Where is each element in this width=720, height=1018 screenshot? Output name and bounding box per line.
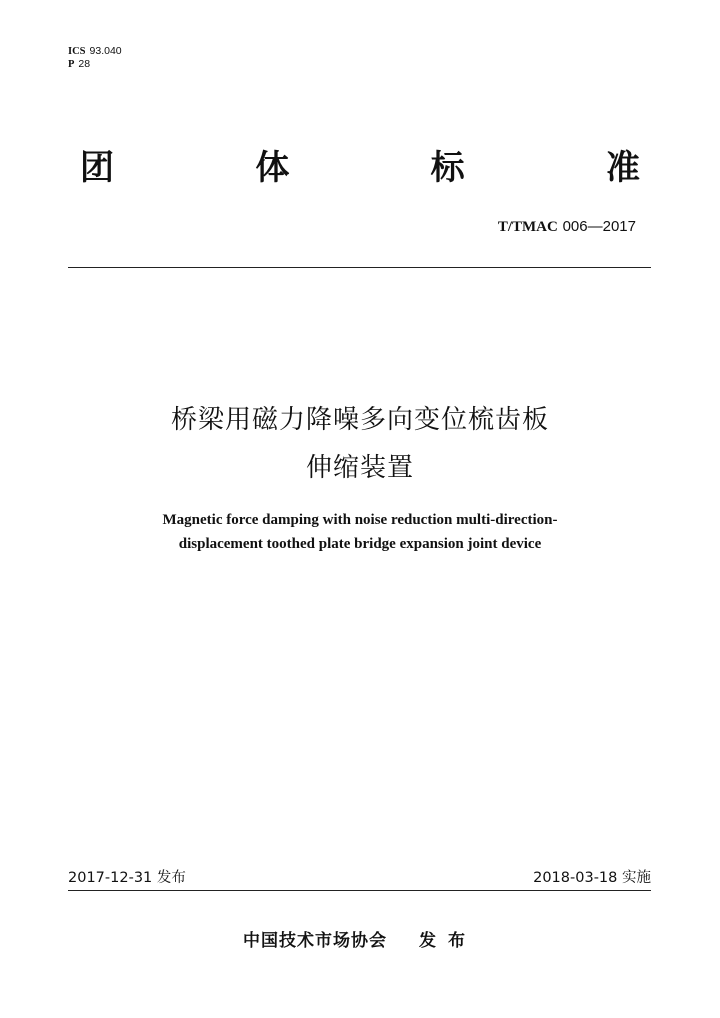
- issue-date: 2017-12-31 发布: [68, 870, 186, 886]
- ics-code: 93.040: [89, 45, 122, 57]
- standard-type: [80, 148, 640, 188]
- implementation-date: 2018-03-18 实施: [533, 870, 651, 886]
- title-cn-line1: 桥梁用磁力降噪多向变位梳齿板: [170, 405, 549, 435]
- publisher: [0, 926, 720, 951]
- ics-label: ICS: [68, 46, 86, 57]
- ccs-line: [68, 58, 122, 71]
- bottom-divider: [68, 890, 651, 891]
- title-en-line2: displacement toothed plate bridge expansion joint device: [178, 536, 542, 552]
- classification-block: [68, 45, 122, 71]
- publisher-action: 发布: [419, 931, 477, 951]
- standard-type-char: 准: [605, 148, 640, 188]
- title-cn-line2: 伸缩装置: [305, 453, 414, 483]
- ccs-label: P: [68, 59, 75, 70]
- top-divider: [68, 267, 651, 268]
- standard-code-number: 006—2017: [562, 218, 636, 235]
- title-en-line1: Magnetic force damping with noise reduction multi-direction-: [162, 512, 558, 528]
- ics-line: [68, 45, 122, 58]
- standard-type-char: 标: [430, 148, 465, 188]
- standard-type-char: 体: [255, 148, 290, 188]
- ccs-code: 28: [78, 58, 91, 70]
- publisher-org: 中国技术市场协会: [243, 931, 387, 951]
- standard-code-prefix: T/TMAC: [497, 219, 558, 235]
- standard-code: [498, 217, 636, 236]
- standard-type-char: 团: [80, 148, 114, 188]
